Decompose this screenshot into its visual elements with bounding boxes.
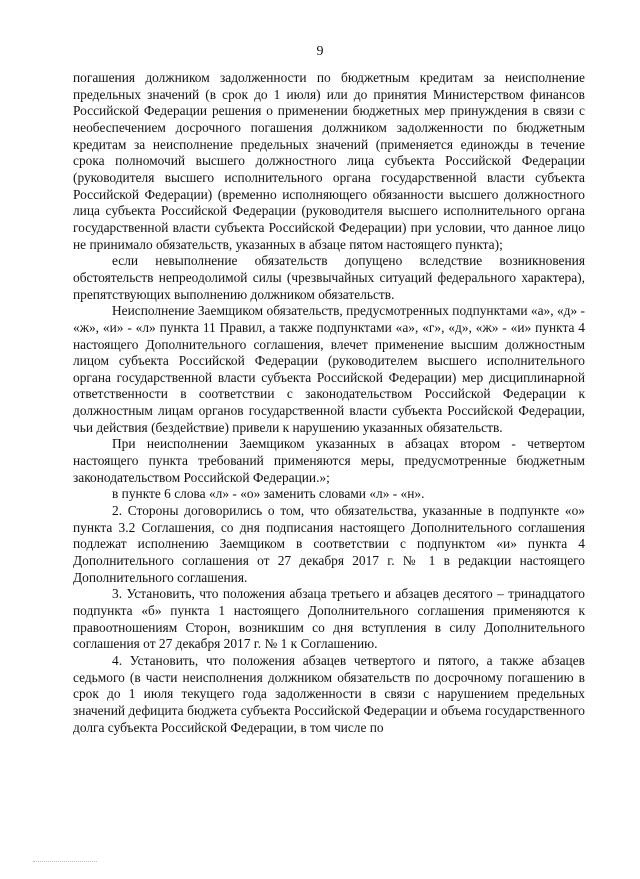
paragraph: если невыполнение обязательств допущено вследствие возникновения обстоятельств непреодолимой силы (чрезвычайных ситуаций федерального характера), препятствующих выполнению должником обязательств. — [73, 253, 585, 302]
paragraph: 4. Установить, что положения абзацев четвертого и пятого, а также абзацев седьмого (в части неисполнения должником обязательств по досрочному погашению в срок до 1 июля текущего года задолженности в связи с нарушением предельных значений дефицита бюджета субъекта Российской Федерации и объема государственного долга субъекта Российской Федерации, в том числе по — [73, 652, 585, 735]
document-body — [73, 70, 585, 736]
paragraph: погашения должником задолженности по бюджетным кредитам за неисполнение предельных значений (в срок до 1 июля) или до принятия Министерством финансов Российской Федерации решения о применении бюджетных мер принуждения в связи с необеспечением досрочного погашения должником задолженности по бюджетным кредитам за неисполнение предельных значений (применяется единожды в течение срока полномочий высшего должностного лица субъекта Российской Федерации (руководителя высшего исполнительного органа государственной власти субъекта Российской Федерации) (временно исполняющего обязанности высшего должностного лица субъекта Российской Федерации (руководителя высшего исполнительного органа государственной власти субъекта Российской Федерации) при условии, что данное лицо не принимало обязательств, указанных в абзаце пятом настоящего пункта); — [73, 70, 585, 252]
paragraph: Неисполнение Заемщиком обязательств, предусмотренных подпунктами «а», «д» - «ж», «и» - «л» пункта 11 Правил, а также подпунктами «а», «г», «д», «ж» - «и» пункта 4 настоящего Дополнительного соглашения, влечет применение высшим должностным лицом субъекта Российской Федерации (руководителем высшего исполнительного органа государственной власти субъекта Российской Федерации) мер дисциплинарной ответственности в соответствии с законодательством Российской Федерации к должностным лицам органов государственной власти субъекта Российской Федерации, чьи действия (бездействие) привели к нарушению указанных обязательств. — [73, 303, 585, 435]
paragraph: 2. Стороны договорились о том, что обязательства, указанные в подпункте «о» пункта 3.2 Соглашения, со дня подписания настоящего Дополнительного соглашения подлежат исполнению Заемщиком в соответствии с подпунктом «и» пункта 4 Дополнительного соглашения от 27 декабря 2017 г. № 1 в редакции настоящего Дополнительного соглашения. — [73, 503, 585, 585]
paragraph: в пункте 6 слова «л» - «о» заменить словами «л» - «н». — [112, 486, 425, 502]
paragraph: При неисполнении Заемщиком указанных в абзацах втором - четвертом настоящего пункта требований применяются меры, предусмотренные бюджетным законодательством Российской Федерации.»; — [73, 436, 585, 485]
page-number: 9 — [316, 44, 324, 59]
paragraph: 3. Установить, что положения абзаца третьего и абзацев десятого – тринадцатого подпункта «б» пункта 1 настоящего Дополнительного соглашения применяются к правоотношениям Сторон, возникшим со дня вступления в силу Дополнительного соглашения от 27 декабря 2017 г. № 1 к Соглашению. — [73, 586, 585, 652]
footer-divider — [33, 861, 97, 862]
